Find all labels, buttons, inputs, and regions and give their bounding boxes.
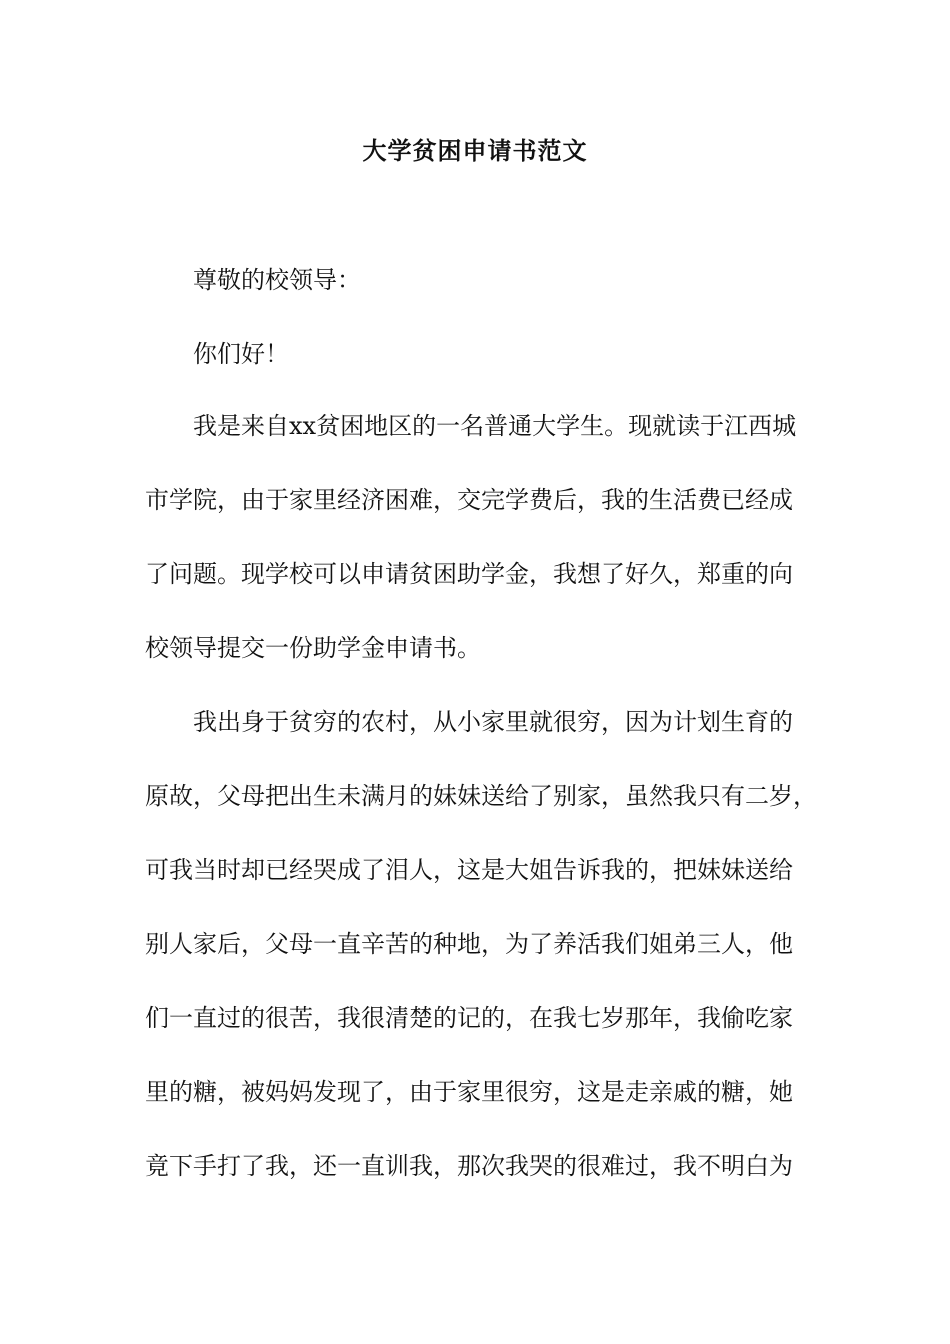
paragraph-line: 我出身于贫穷的农村，从小家里就很穷，因为计划生育的 (193, 708, 793, 736)
document-title: 大学贫困申请书范文 (362, 136, 588, 165)
greeting: 你们好！ (193, 340, 289, 368)
paragraph-line: 里的糖，被妈妈发现了，由于家里很穷，这是走亲戚的糖，她 (145, 1078, 793, 1106)
paragraph-line: 了问题。现学校可以申请贫困助学金，我想了好久，郑重的向 (145, 560, 793, 588)
paragraph-line: 原故，父母把出生未满月的妹妹送给了别家，虽然我只有二岁， (145, 782, 817, 810)
paragraph-line: 校领导提交一份助学金申请书。 (145, 634, 481, 662)
paragraph-line: 可我当时却已经哭成了泪人，这是大姐告诉我的，把妹妹送给 (145, 856, 793, 884)
salutation: 尊敬的校领导： (193, 266, 361, 294)
paragraph-line: 们一直过的很苦，我很清楚的记的，在我七岁那年，我偷吃家 (145, 1004, 793, 1032)
paragraph-line: 我是来自xx贫困地区的一名普通大学生。现就读于江西城 (193, 412, 797, 440)
paragraph-line: 竟下手打了我，还一直训我，那次我哭的很难过，我不明白为 (145, 1152, 793, 1180)
paragraph-line: 市学院，由于家里经济困难，交完学费后，我的生活费已经成 (145, 486, 793, 514)
paragraph-line: 别人家后，父母一直辛苦的种地，为了养活我们姐弟三人，他 (145, 930, 793, 958)
